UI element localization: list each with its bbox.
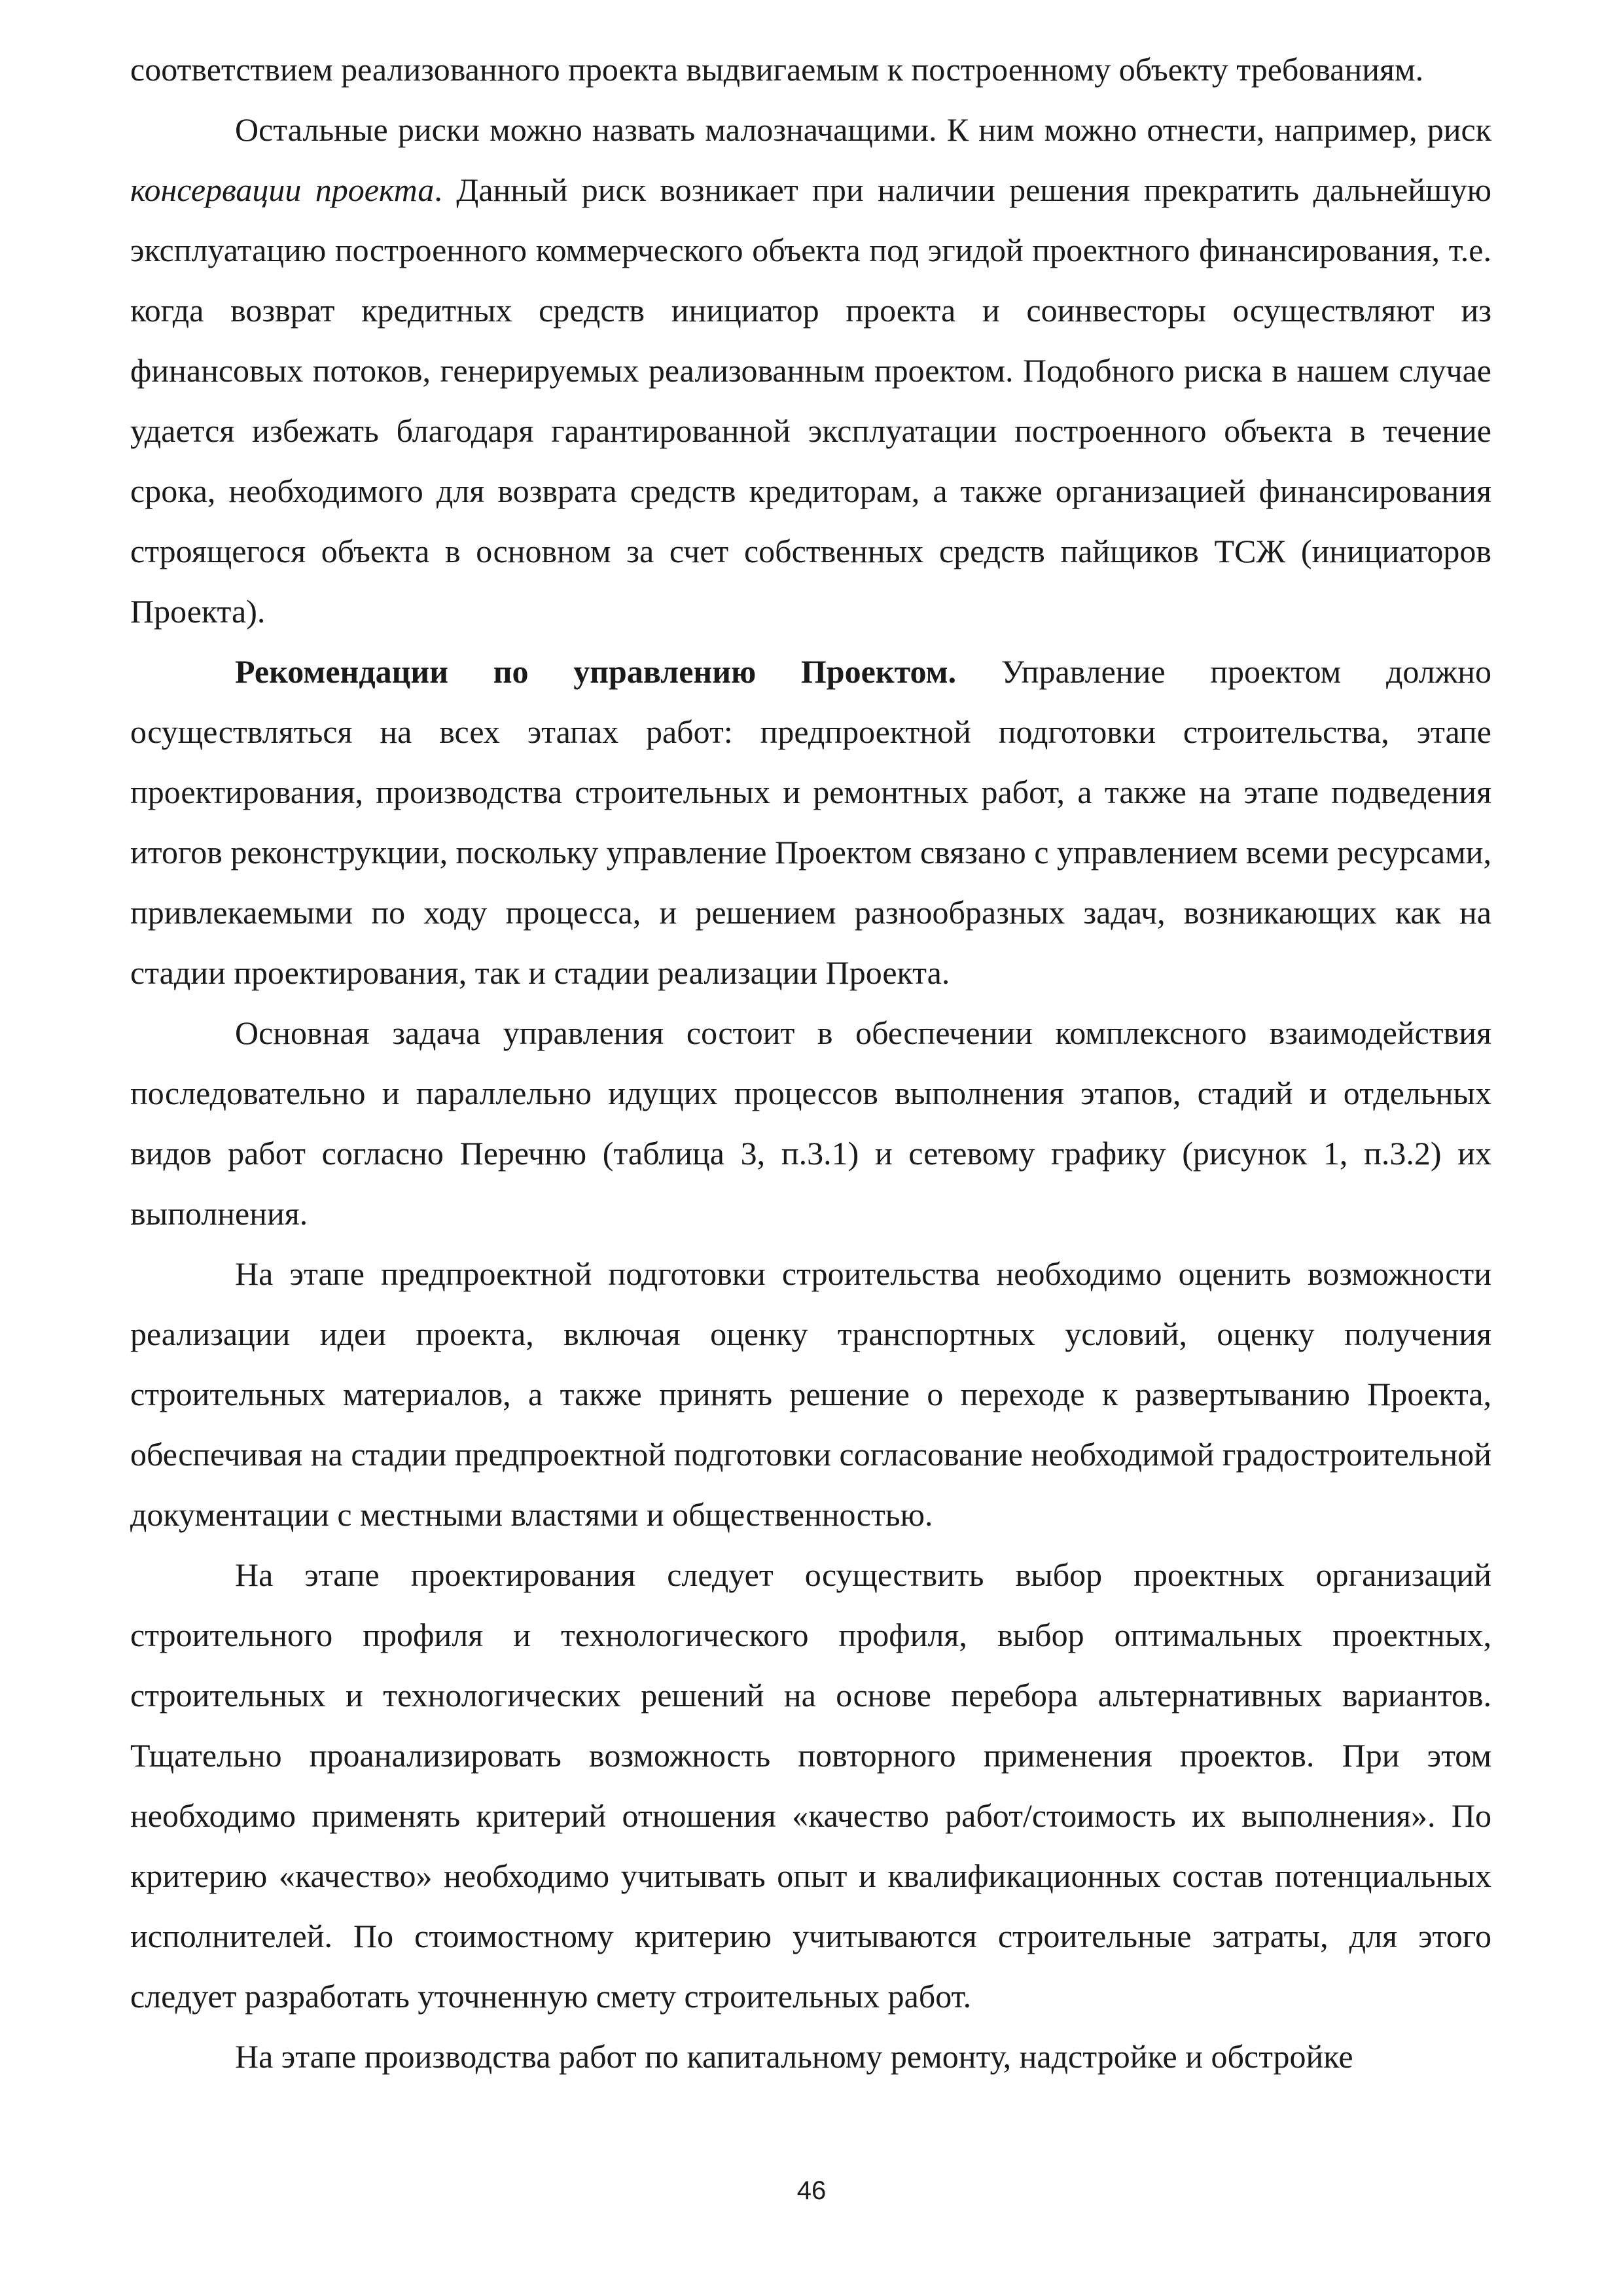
paragraph-risks [130, 99, 1491, 641]
page-number: 46 [796, 2176, 827, 2205]
section-heading-recommendations: Рекомендации по управлению Проектом. [235, 653, 957, 690]
paragraph-risks-term: консервации проекта [130, 171, 435, 208]
paragraph-recommendations [130, 641, 1491, 1003]
paragraph-design-stage: На этапе проектирования следует осуществить выбор проектных организаций строительного профиля и технологического профиля, выбор оптимальных проектных, строительных и технологических решений на основе перебора альтернативных вариантов. Тщательно проанализировать возможность повторного применения проектов. При этом необходимо применять критерий отношения «качество работ/стоимость их выполнения». По критерию «качество» необходимо учитывать опыт и квалификационных состав потенциальных исполнителей. По стоимостному критерию учитываются строительные затраты, для этого следует разработать уточненную смету строительных работ. [130, 1556, 1491, 2015]
paragraph-continuation: соответствием реализованного проекта выдвигаемым к построенному объекту требованиям. [130, 51, 1424, 88]
paragraph-pre-project-stage: На этапе предпроектной подготовки строительства необходимо оценить возможности реализации идеи проекта, включая оценку транспортных условий, оценку получения строительных материалов, а также принять решение о переходе к развертыванию Проекта, обеспечивая на стадии предпроектной подготовки согласование необходимой градостроительной документации с местными властями и общественностью. [130, 1255, 1491, 1533]
document-page [130, 39, 1491, 2087]
paragraph-risks-text-end: . Данный риск возникает при наличии решения прекратить дальнейшую эксплуатацию построенного коммерческого объекта под эгидой проектного финансирования, т.е. когда возврат кредитных средств инициатор проекта и соинвесторы осуществляют из финансовых потоков, генерируемых реализованным проектом. Подобного риска в нашем случае удается избежать благодаря гарантированной эксплуатации построенного объекта в течение срока, необходимого для возврата средств кредиторам, а также организацией финансирования строящегося объекта в основном за счет собственных средств пайщиков ТСЖ (инициаторов Проекта). [130, 171, 1491, 630]
paragraph-main-task: Основная задача управления состоит в обеспечении комплексного взаимодействия последовательно и параллельно идущих процессов выполнения этапов, стадий и отдельных видов работ согласно Перечню (таблица 3, п.3.1) и сетевому графику (рисунок 1, п.3.2) их выполнения. [130, 1014, 1491, 1232]
paragraph-risks-text-start: Остальные риски можно назвать малозначащими. К ним можно отнести, например, риск [235, 111, 1491, 148]
paragraph-construction-stage: На этапе производства работ по капитальному ремонту, надстройке и обстройке [235, 2038, 1353, 2075]
paragraph-recommendations-text: Управление проектом должно осуществляться на всех этапах работ: предпроектной подготовки строительства, этапе проектирования, производства строительных и ремонтных работ, а также на этапе подведения итогов реконструкции, поскольку управление Проектом связано с управлением всеми ресурсами, привлекаемыми по ходу процесса, и решением разнообразных задач, возникающих как на стадии проектирования, так и стадии реализации Проекта. [130, 653, 1491, 991]
